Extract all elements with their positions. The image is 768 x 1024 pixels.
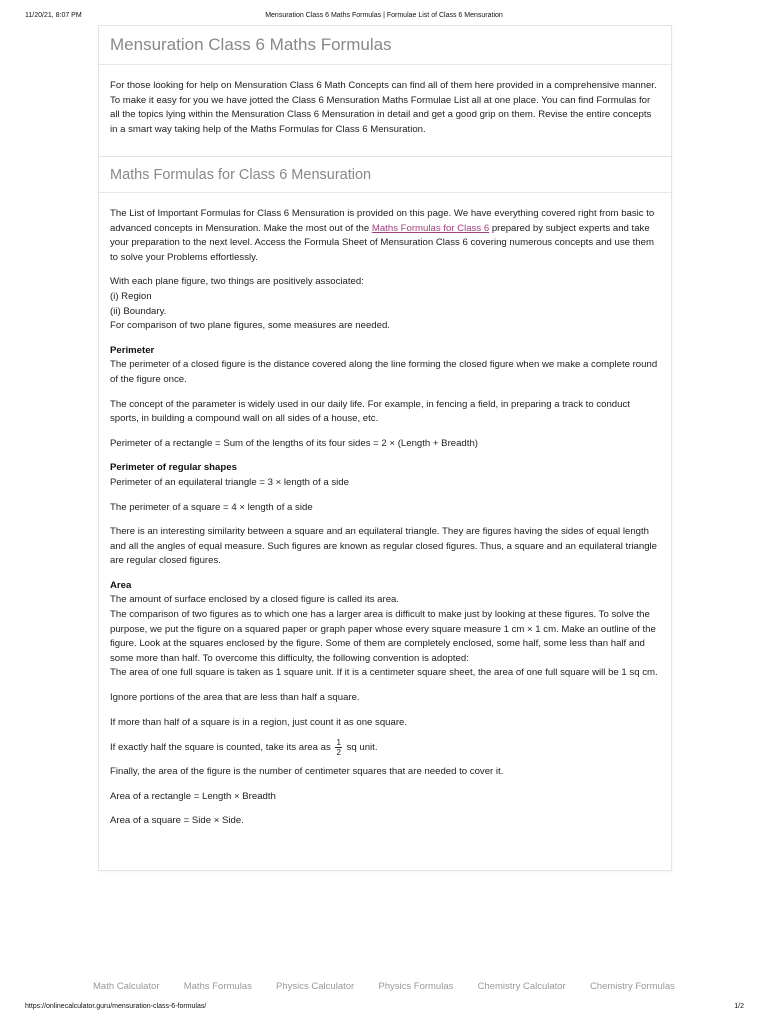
area-half-start: If exactly half the square is counted, take its area as (110, 742, 334, 754)
print-date: 11/20/21, 8:07 PM (25, 12, 82, 19)
footer-link-chemistry-calculator[interactable]: Chemistry Calculator (477, 981, 566, 992)
intro-paragraph-start: The List of Important Formulas for Class 6 Mensuration is provided on this page. We have everything covered right from basic to advanced concepts in Mensuration. Make the most out of the (110, 208, 655, 234)
area-half-end: sq unit. (343, 742, 378, 754)
area-definition: The amount of surface enclosed by a closed figure is called its area. (110, 594, 400, 606)
perimeter-usage: The concept of the parameter is widely used in our daily life. For example, in fencing a field, in preparing a track to conduct sports, in building a compound wall on all sides of a house, etc. (110, 398, 630, 425)
plane-figure-region: (i) Region (110, 290, 152, 302)
plane-figure-comparison: For comparison of two plane figures, some measures are needed. (110, 320, 390, 332)
perimeter-triangle: Perimeter of an equilateral triangle = 3 × length of a side (110, 476, 349, 488)
footer-link-physics-formulas[interactable]: Physics Formulas (378, 981, 454, 992)
plane-figure-intro: With each plane figure, two things are positively associated: (110, 276, 364, 288)
area-full-square: The area of one full square is taken as 1 square unit. If it is a centimeter square sheet, the area of one full square will be 1 sq cm. (110, 667, 658, 679)
area-rectangle: Area of a rectangle = Length × Breadth (110, 790, 276, 802)
print-header (0, 12, 768, 24)
formulas-card (98, 156, 672, 871)
footer-link-chemistry-formulas[interactable]: Chemistry Formulas (589, 981, 675, 992)
perimeter-definition: The perimeter of a closed figure is the distance covered along the line forming the closed figure when we make a complete round of the figure once. (110, 359, 658, 385)
print-page-number: 1/2 (734, 1003, 744, 1010)
area-comparison: The comparison of two figures as to which one has a larger area is difficult to make just by looking at these figures. To solve the purpose, we put the figure on a squared paper or graph paper whose every square measure 1 cm × 1 cm. Make an outline of the figure. Look at the squares enclosed by the figure. Some of them are completely enclosed, some half, some less than half and some more than half. To overcome this difficulty, the following convention is adopted: (110, 609, 656, 664)
intro-text: For those looking for help on Mensuration Class 6 Math Concepts can find all of them here provided in a comprehensive manner. To make it easy for you we have jotted the Class 6 Mensuration Maths Formulae List all at one place. You can find Formulas for all the topics lying within the Mensuration Class 6 Mensuration in detail and get a good grip on them. Revise the entire concepts in a smart way taking help of the Maths Formulas for Class 6 Mensuration. (110, 80, 657, 135)
perimeter-square: The perimeter of a square = 4 × length of a side (110, 501, 313, 513)
intro-paragraph (110, 207, 660, 265)
area-ignore: Ignore portions of the area that are less than half a square. (110, 692, 360, 704)
print-url: https://onlinecalculator.guru/mensuration-class-6-formulas/ (25, 1003, 207, 1010)
plane-figure-boundary: (ii) Boundary. (110, 305, 167, 317)
regular-similarity: There is an interesting similarity between a square and an equilateral triangle. They are figures having the sides of equal length and all the angles of equal measure. Such figures are known as regular closed figures. Thus, a square and an equilateral triangle are regular closed figures. (110, 526, 658, 567)
footer-link-physics-calculator[interactable]: Physics Calculator (276, 981, 355, 992)
area-square: Area of a square = Side × Side. (110, 815, 244, 827)
intro-paragraph-end: prepared by subject experts and take your preparation to the next level. Access the Formula Sheet of Mensuration Class 6 covering numerous concepts and use them to solve your Problems effortlessly. (110, 222, 654, 263)
page-title: Mensuration Class 6 Maths Formulas (99, 26, 671, 65)
area-more-than-half: If more than half of a square is in a region, just count it as one square. (110, 716, 408, 728)
regular-shapes-heading: Perimeter of regular shapes (110, 462, 237, 474)
area-final: Finally, the area of the figure is the number of centimeter squares that are needed to cover it. (110, 766, 504, 778)
fraction-denominator: 2 (336, 748, 341, 758)
print-footer (0, 1003, 768, 1015)
perimeter-heading: Perimeter (110, 344, 155, 356)
footer-link-math-calculator[interactable]: Math Calculator (93, 981, 160, 992)
area-heading: Area (110, 579, 132, 591)
footer-nav (93, 981, 675, 992)
intro-body (99, 65, 671, 137)
one-half-fraction (335, 738, 341, 757)
intro-card (98, 25, 672, 157)
perimeter-rectangle: Perimeter of a rectangle = Sum of the lengths of its four sides = 2 × (Length + Breadth) (110, 437, 478, 449)
section-title: Maths Formulas for Class 6 Mensuration (99, 157, 671, 193)
area-exactly-half (110, 738, 660, 757)
class6-formulas-link[interactable]: Maths Formulas for Class 6 (371, 222, 490, 234)
footer-link-maths-formulas[interactable]: Maths Formulas (183, 981, 252, 992)
print-title: Mensuration Class 6 Maths Formulas | Formulae List of Class 6 Mensuration (265, 12, 503, 19)
fraction-numerator: 1 (336, 738, 341, 748)
formulas-body (99, 193, 671, 829)
